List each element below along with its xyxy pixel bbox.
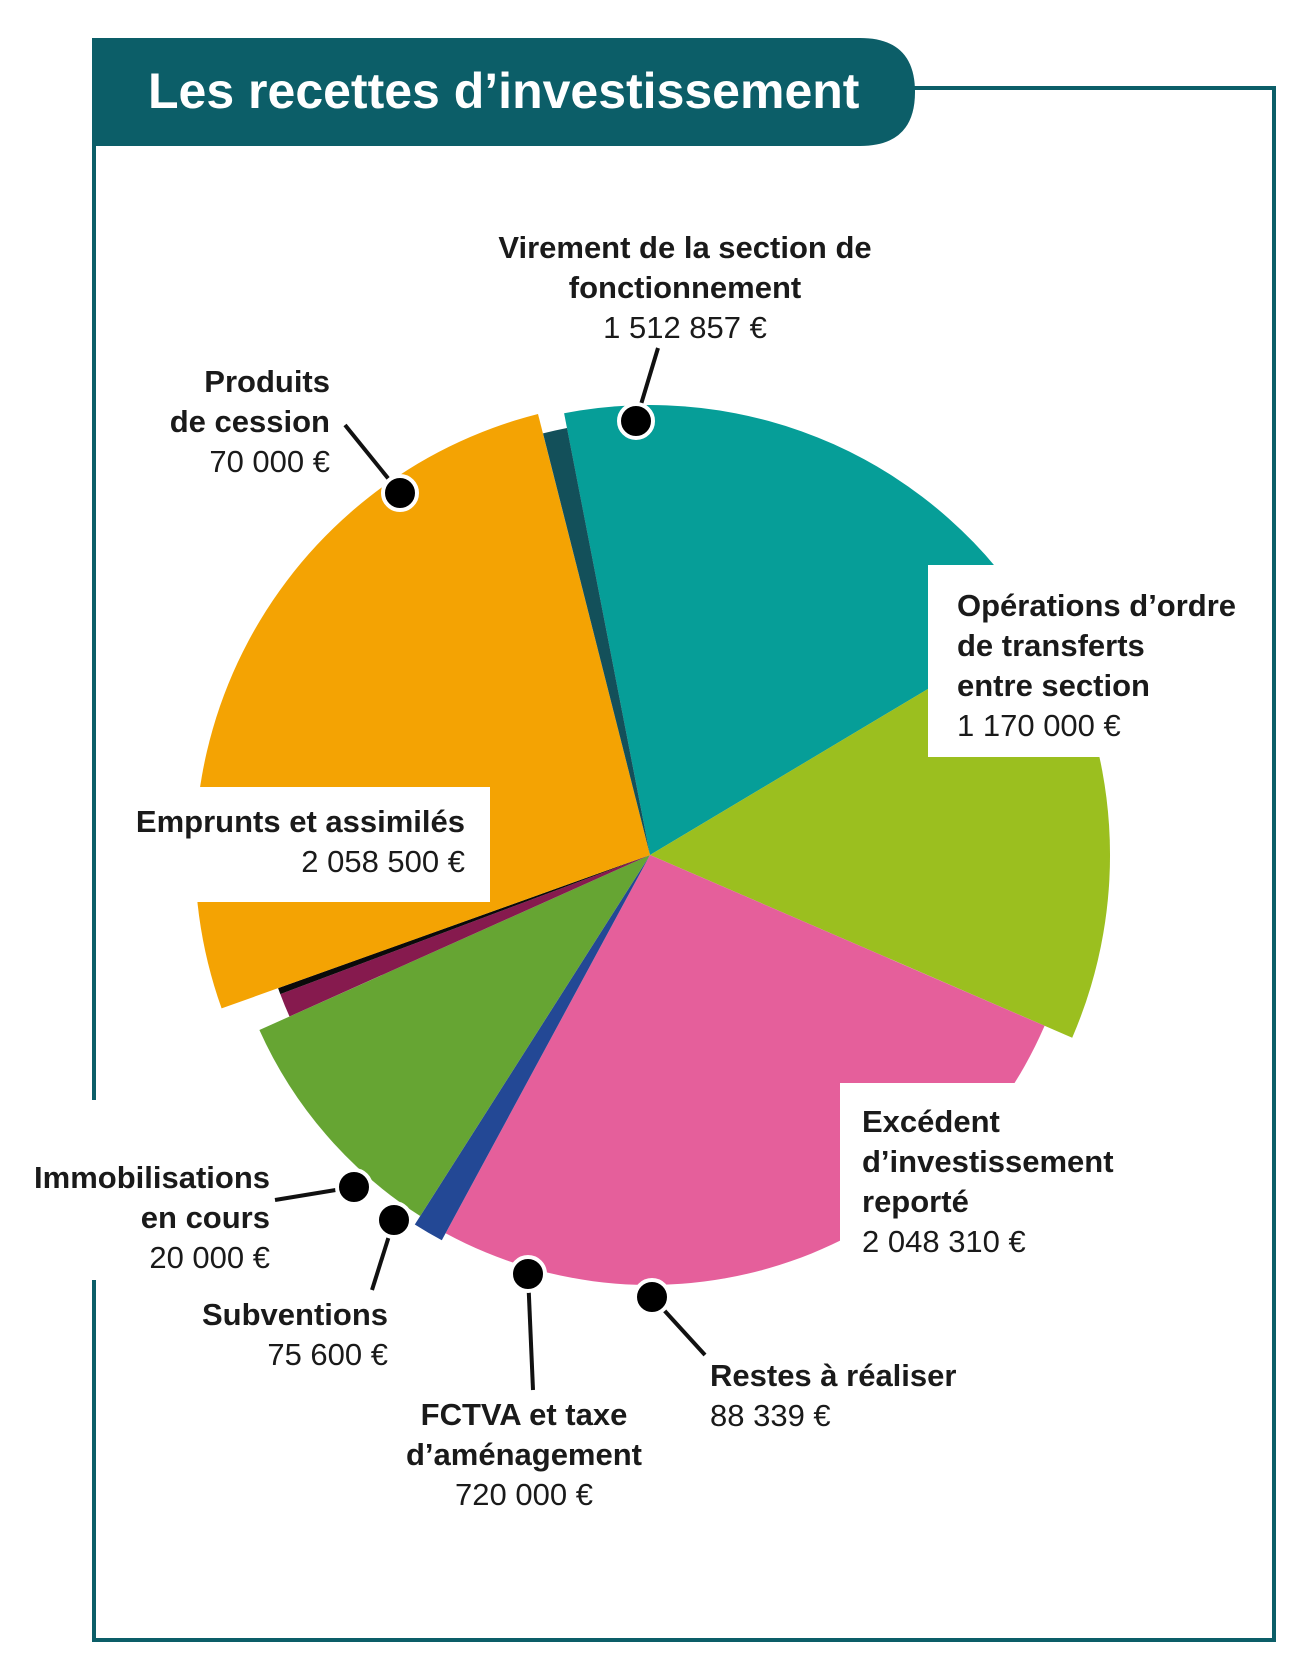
slice-value-emprunts: 2 058 500 €	[301, 844, 465, 879]
slice-label-emprunts: Emprunts et assimilés	[135, 804, 465, 839]
leader-dot-fctva	[511, 1257, 545, 1291]
slice-value-produits: 70 000 €	[209, 444, 330, 479]
slice-label-immobilisations: Immobilisations	[34, 1160, 270, 1195]
slice-label-virement: fonctionnement	[568, 270, 802, 305]
slice-label-operations: entre section	[957, 668, 1150, 703]
slice-label-fctva: d’aménagement	[405, 1437, 643, 1472]
slice-value-subventions: 75 600 €	[267, 1337, 388, 1372]
slice-label-subventions: Subventions	[201, 1297, 388, 1332]
slice-label-produits: de cession	[169, 404, 330, 439]
slice-label-operations: Opérations d’ordre	[957, 588, 1237, 623]
slice-label-virement: Virement de la section de	[498, 230, 872, 265]
slice-value-operations: 1 170 000 €	[957, 708, 1121, 743]
slice-value-restes: 88 339 €	[710, 1398, 831, 1433]
slice-label-fctva: FCTVA et taxe	[420, 1397, 628, 1432]
chart-title: Les recettes d’investissement	[148, 63, 860, 119]
slice-label-excedent: reporté	[862, 1184, 969, 1219]
slice-label-immobilisations: en cours	[140, 1200, 270, 1235]
leader-dot-immobilisations	[337, 1170, 371, 1204]
leader-dot-subventions	[377, 1203, 411, 1237]
leader-dot-virement	[619, 404, 653, 438]
slice-value-excedent: 2 048 310 €	[862, 1224, 1026, 1259]
leader-dot-produits	[383, 476, 417, 510]
slice-value-virement: 1 512 857 €	[603, 310, 767, 345]
slice-label-excedent: d’investissement	[862, 1144, 1114, 1179]
slice-label-produits: Produits	[204, 364, 330, 399]
slice-label-restes: Restes à réaliser	[710, 1358, 957, 1393]
leader-dot-restes	[635, 1280, 669, 1314]
slice-label-excedent: Excédent	[862, 1104, 1000, 1139]
slice-value-immobilisations: 20 000 €	[149, 1240, 270, 1275]
slice-label-operations: de transferts	[957, 628, 1145, 663]
slice-value-fctva: 720 000 €	[455, 1477, 593, 1512]
